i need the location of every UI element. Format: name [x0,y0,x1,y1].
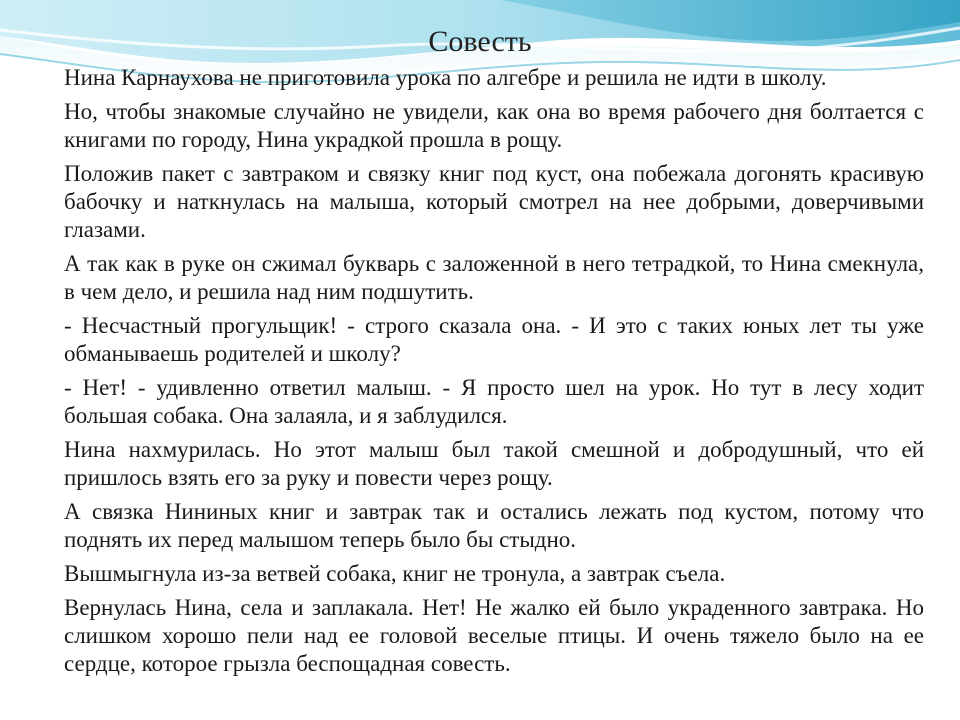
story-text [64,64,924,684]
paragraph: Но, чтобы знакомые случайно не увидели, как она во время рабочего дня болтается с книгами по городу, Нина украдкой прошла в рощу. [64,99,924,152]
paragraph: - Нет! - удивленно ответил малыш. - Я просто шел на урок. Но тут в лесу ходит большая собака. Она залаяла, и я заблудился. [64,375,924,428]
paragraph: Вернулась Нина, села и заплакала. Нет! Не жалко ей было украденного завтрака. Но слишком хорошо пели над ее головой веселые птицы. И очень тяжело было на ее сердце, которое грызла беспощадная совесть. [64,595,924,676]
paragraph: Положив пакет с завтраком и связку книг под куст, она побежала догонять красивую бабочку и наткнулась на малыша, который смотрел на нее добрыми, доверчивыми глазами. [64,161,924,242]
paragraph: - Несчастный прогульщик! - строго сказала она. - И это с таких юных лет ты уже обманываешь родителей и школу? [64,313,924,366]
slide-title: Совесть [428,25,532,58]
paragraph: Нина Карнаухова не приготовила урока по алгебре и решила не идти в школу. [64,65,827,90]
paragraph: А так как в руке он сжимал букварь с заложенной в него тетрадкой, то Нина смекнула, в чем дело, и решила над ним подшутить. [64,251,924,304]
paragraph: А связка Нининых книг и завтрак так и остались лежать под кустом, потому что поднять их перед малышом теперь было бы стыдно. [64,499,924,552]
paragraph: Вышмыгнула из-за ветвей собака, книг не тронула, а завтрак съела. [64,561,726,586]
paragraph: Нина нахмурилась. Но этот малыш был такой смешной и добродушный, что ей пришлось взять его за руку и повести через рощу. [64,437,924,490]
